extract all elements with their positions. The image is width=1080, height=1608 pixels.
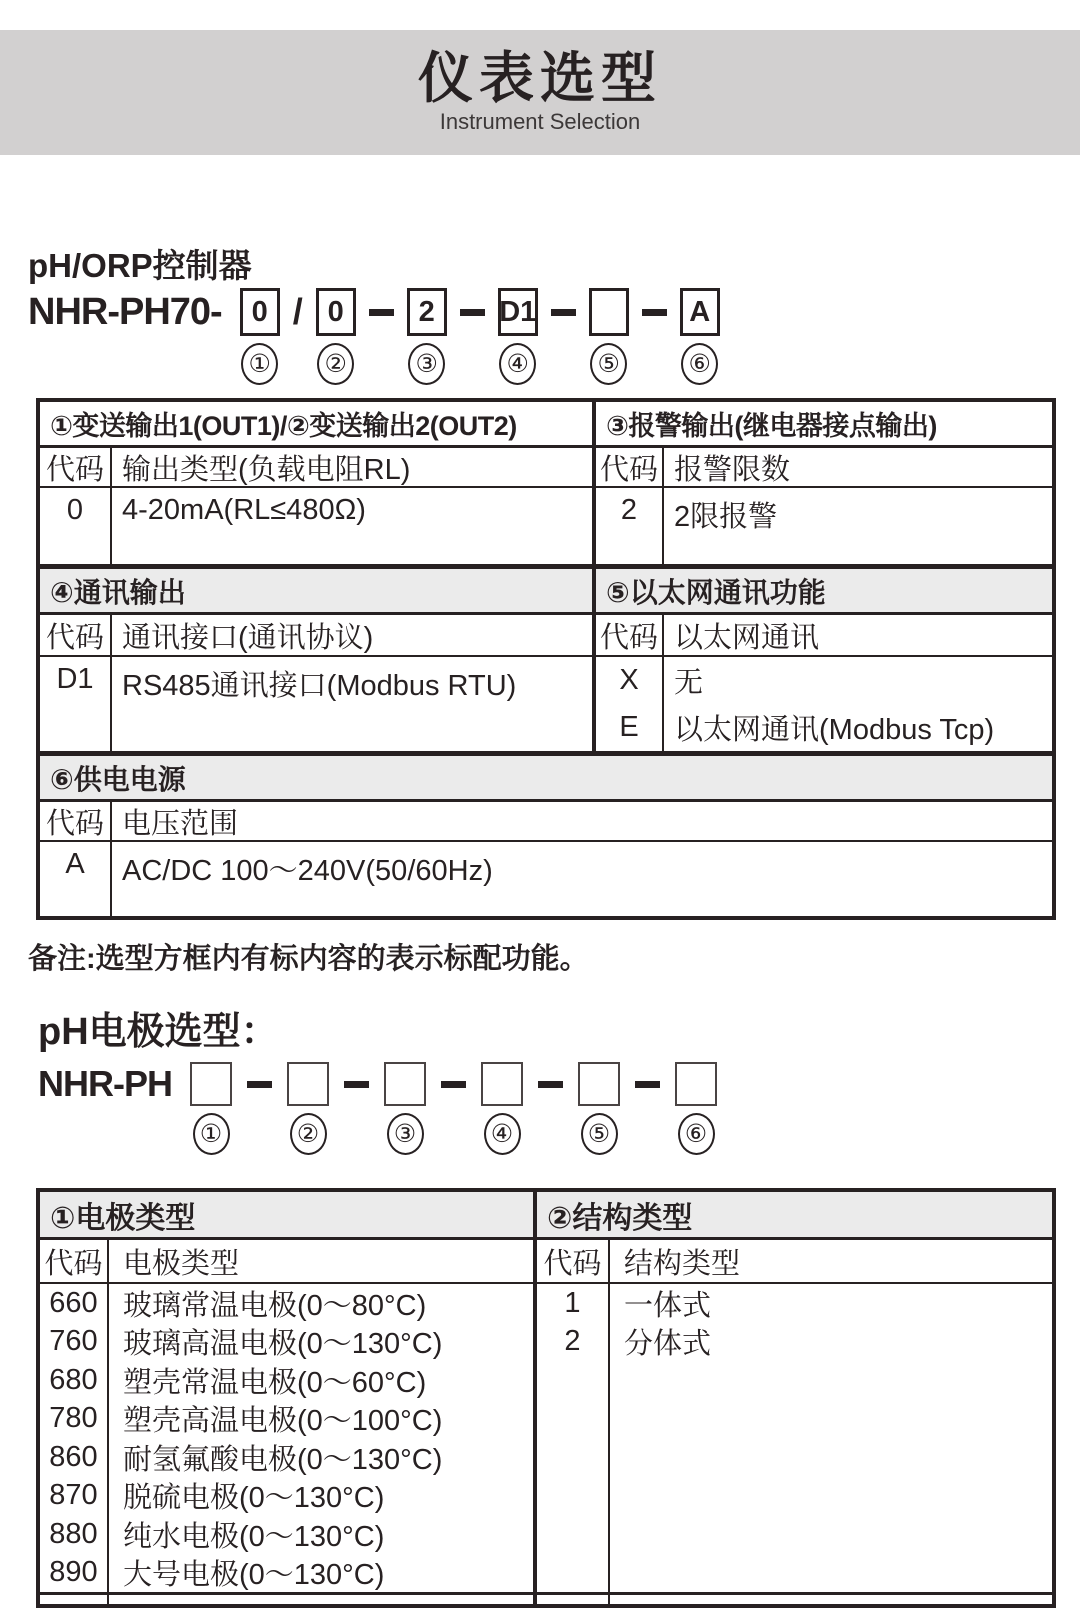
table-row (596, 704, 1052, 751)
table-row (40, 1554, 533, 1593)
model-prefix: NHR-PH (38, 1063, 172, 1104)
type-header-cell: 电压范围 (122, 807, 239, 840)
section-comm-output (40, 569, 596, 751)
section-header: ②结构类型 (537, 1192, 1052, 1240)
dash-separator (635, 1062, 660, 1106)
table-row (596, 657, 1052, 704)
desc-cell: 大号电极(0～130°C) (123, 1559, 385, 1592)
column-header-row (40, 1240, 533, 1284)
desc-cell: 一体式 (624, 1289, 712, 1322)
section-ethernet (596, 569, 1052, 751)
desc-cell: 2限报警 (674, 501, 778, 533)
table-row (40, 1400, 533, 1439)
desc-cell: 无 (674, 667, 704, 699)
section-header: ①电极类型 (40, 1192, 533, 1240)
dash-separator (538, 1062, 563, 1106)
code-cell: D1 (40, 657, 112, 751)
dash-icon (538, 1081, 563, 1088)
electrode-rows (40, 1284, 533, 1604)
column-header-row (40, 615, 592, 657)
model-box-6 (675, 1062, 717, 1106)
table-row-empty (537, 1361, 1052, 1604)
band-power (40, 756, 1052, 916)
model-segment-3 (407, 288, 447, 385)
slash-separator: / (292, 291, 303, 332)
type-header-cell: 输出类型(负载电阻RL) (122, 453, 411, 486)
band-electrode (40, 1192, 1052, 1604)
band-comm-ethernet (40, 569, 1052, 756)
model-segment-4 (481, 1062, 523, 1155)
section-header: ⑤以太网通讯功能 (596, 569, 1052, 615)
type-header-cell: 报警限数 (674, 453, 791, 486)
code-header-cell: 代码 (40, 448, 112, 486)
model-segment-5 (589, 288, 629, 385)
dash-separator (551, 288, 576, 336)
page-subtitle: Instrument Selection (439, 109, 641, 135)
code-cell: 880 (40, 1515, 109, 1554)
circled-number-2: ② (290, 1113, 327, 1155)
note-text: 备注:选型方框内有标内容的表示标配功能。 (28, 943, 589, 975)
desc-cell: 分体式 (624, 1328, 712, 1361)
page-title: 仪表选型 (417, 46, 662, 109)
code-cell (537, 1361, 610, 1604)
code-cell: A (40, 842, 112, 916)
electrode-selection-table (36, 1188, 1056, 1608)
electrode-model-code (38, 1062, 719, 1155)
code-cell: 870 (40, 1477, 109, 1516)
model-box-1: 0 (240, 288, 280, 336)
page-banner (0, 30, 1080, 155)
section-transmit-output (40, 402, 596, 564)
desc-cell: 塑壳常温电极(0～60°C) (123, 1366, 427, 1399)
circled-number-2: ② (317, 343, 354, 385)
controller-model-code (28, 288, 722, 385)
model-segment-2 (316, 288, 356, 385)
type-header-cell: 电极类型 (123, 1247, 240, 1280)
desc-cell: 纯水电极(0～130°C) (123, 1520, 385, 1553)
table-row (40, 1284, 533, 1323)
code-cell: 2 (596, 488, 664, 564)
section-header: ⑥供电电源 (40, 756, 1052, 802)
model-segment-6 (680, 288, 720, 385)
model-segment-1 (190, 1062, 232, 1155)
dash-icon (344, 1081, 369, 1088)
table-row (40, 488, 592, 564)
circled-number-4: ④ (499, 343, 536, 385)
electrode-heading: pH电极选型： (38, 1011, 279, 1053)
circled-number-6: ⑥ (678, 1113, 715, 1155)
section-header: ①变送输出1(OUT1)/②变送输出2(OUT2) (40, 402, 592, 448)
circled-number-1: ① (241, 343, 278, 385)
dash-icon (441, 1081, 466, 1088)
model-box-4: D1 (498, 288, 538, 336)
model-box-1 (190, 1062, 232, 1106)
dash-icon (247, 1081, 272, 1088)
desc-cell: AC/DC 100～240V(50/60Hz) (122, 855, 493, 887)
column-header-row (596, 448, 1052, 488)
code-cell: 0 (40, 488, 112, 564)
circled-number-3: ③ (408, 343, 445, 385)
table-row (40, 1438, 533, 1477)
dash-separator (441, 1062, 466, 1106)
circled-number-5: ⑤ (581, 1113, 618, 1155)
code-cell: X (596, 657, 664, 704)
table-row (40, 1323, 533, 1362)
table-row (40, 657, 592, 751)
circled-number-6: ⑥ (681, 343, 718, 385)
code-cell: 660 (40, 1284, 109, 1323)
model-segment-1 (240, 288, 280, 385)
column-header-row (40, 448, 592, 488)
code-cell: 680 (40, 1361, 109, 1400)
section-power-supply (40, 756, 1052, 916)
controller-heading: pH/ORP控制器 (28, 247, 252, 284)
dash-separator (344, 1062, 369, 1106)
code-cell: 890 (40, 1554, 109, 1593)
model-box-3 (384, 1062, 426, 1106)
code-header-cell: 代码 (40, 802, 112, 840)
table-row (40, 842, 1052, 916)
desc-cell: 玻璃高温电极(0～130°C) (123, 1328, 443, 1361)
desc-cell: 玻璃常温电极(0～80°C) (123, 1289, 427, 1322)
code-header-cell: 代码 (596, 615, 664, 655)
table-row (537, 1323, 1052, 1362)
code-cell: 1 (537, 1284, 610, 1323)
circled-number-3: ③ (387, 1113, 424, 1155)
model-box-3: 2 (407, 288, 447, 336)
section-electrode-type (40, 1192, 537, 1604)
table-row (40, 1477, 533, 1516)
code-header-cell: 代码 (537, 1240, 610, 1282)
circled-number-4: ④ (484, 1113, 521, 1155)
code-cell: 2 (537, 1323, 610, 1362)
desc-cell: 脱硫电极(0～130°C) (123, 1482, 385, 1515)
model-segment-4 (498, 288, 538, 385)
structure-rows (537, 1284, 1052, 1604)
code-cell: 780 (40, 1400, 109, 1439)
dash-icon (369, 309, 394, 316)
model-box-5 (578, 1062, 620, 1106)
section-header: ④通讯输出 (40, 569, 592, 615)
dash-icon (551, 309, 576, 316)
dash-icon (642, 309, 667, 316)
desc-cell: 以太网通讯(Modbus Tcp) (674, 714, 995, 746)
table-row (537, 1284, 1052, 1323)
code-header-cell: 代码 (596, 448, 664, 486)
type-header-cell: 结构类型 (624, 1247, 741, 1280)
circled-number-1: ① (193, 1113, 230, 1155)
band-output-alarm (40, 402, 1052, 569)
model-segment-3 (384, 1062, 426, 1155)
circled-number-5: ⑤ (590, 343, 627, 385)
model-prefix: NHR-PH70- (28, 291, 222, 333)
column-header-row (40, 802, 1052, 842)
dash-separator (369, 288, 394, 336)
code-cell: E (596, 704, 664, 751)
type-header-cell: 通讯接口(通讯协议) (122, 621, 374, 654)
model-box-6: A (680, 288, 720, 336)
table-bottom-divider (40, 1592, 1052, 1595)
code-cell: 760 (40, 1323, 109, 1362)
model-box-5 (589, 288, 629, 336)
section-header: ③报警输出(继电器接点输出) (596, 402, 1052, 448)
dash-separator (460, 288, 485, 336)
section-alarm-output (596, 402, 1052, 564)
table-row (40, 1361, 533, 1400)
model-segment-5 (578, 1062, 620, 1155)
model-segment-2 (287, 1062, 329, 1155)
model-box-2 (287, 1062, 329, 1106)
table-row (596, 488, 1052, 564)
column-header-row (596, 615, 1052, 657)
code-cell: 860 (40, 1438, 109, 1477)
model-box-4 (481, 1062, 523, 1106)
desc-cell: 塑壳高温电极(0～100°C) (123, 1405, 443, 1438)
section-structure-type (537, 1192, 1052, 1604)
dash-separator (247, 1062, 272, 1106)
model-box-2: 0 (316, 288, 356, 336)
table-row (40, 1515, 533, 1554)
code-header-cell: 代码 (40, 1240, 109, 1282)
desc-cell: 耐氢氟酸电极(0～130°C) (123, 1443, 443, 1476)
dash-icon (460, 309, 485, 316)
type-header-cell: 以太网通讯 (674, 621, 820, 654)
desc-cell: RS485通讯接口(Modbus RTU) (122, 670, 517, 702)
controller-selection-table (36, 398, 1056, 920)
code-header-cell: 代码 (40, 615, 112, 655)
model-segment-6 (675, 1062, 717, 1155)
dash-icon (635, 1081, 660, 1088)
dash-separator (642, 288, 667, 336)
desc-cell: 4-20mA(RL≤480Ω) (122, 494, 366, 526)
column-header-row (537, 1240, 1052, 1284)
